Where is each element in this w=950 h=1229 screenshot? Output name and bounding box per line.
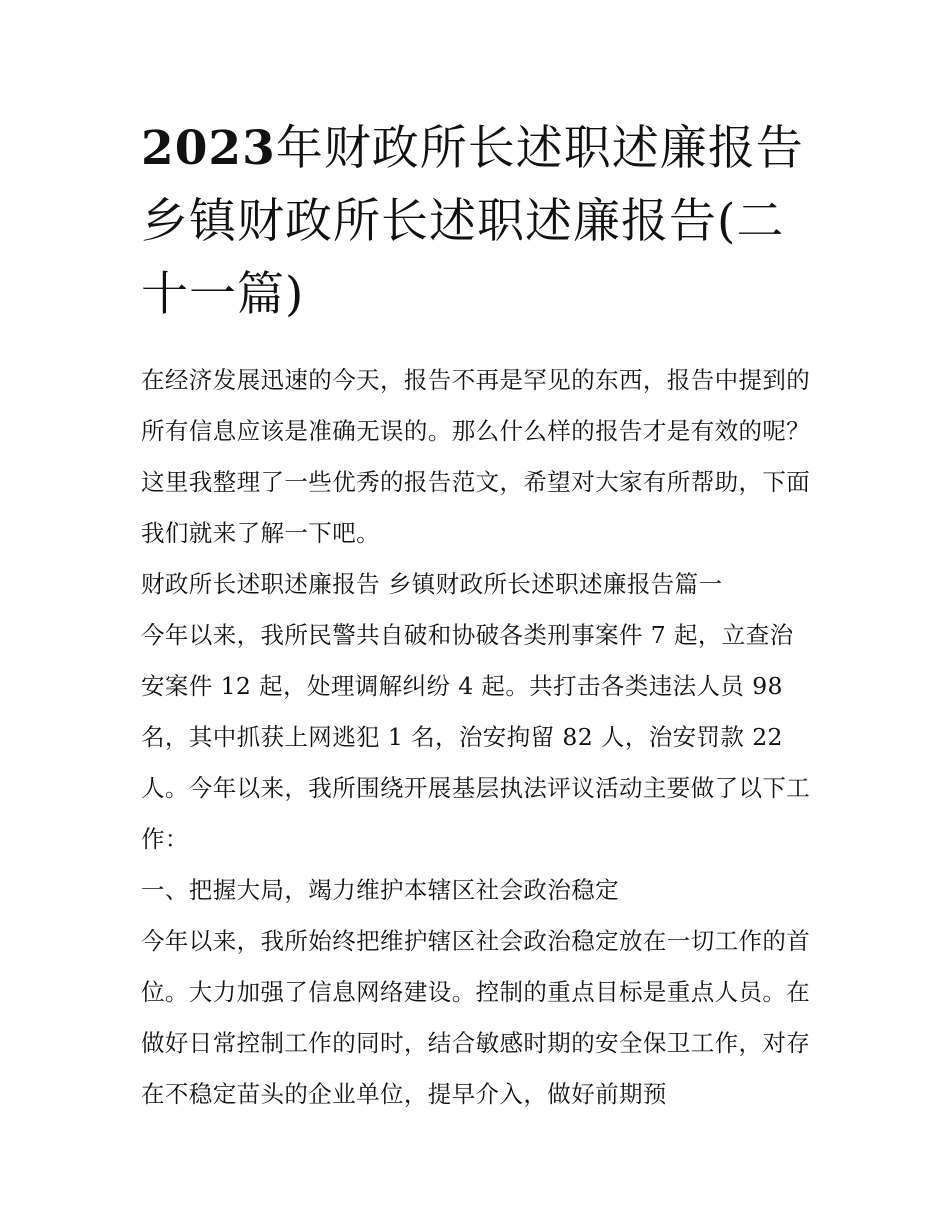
document-page	[141, 112, 813, 1120]
title-text: 年财政所长述职述廉报告乡镇财政所长述职述廉报告(二十一篇)	[141, 121, 804, 322]
summary-paragraph: 今年以来，我所民警共自破和协破各类刑事案件 7 起，立查治安案件 12 起，处理调解纠纷 4 起。共打击各类违法人员 98 名，其中抓获上网逃犯 1 名，治安拘留 82 人，治安罚款 22 人。今年以来，我所围绕开展基层执法评议活动主要做了以下工作：	[141, 621, 811, 853]
title-year: 2023	[141, 121, 276, 176]
intro-paragraph: 在经济发展迅速的今天，报告不再是罕见的东西，报告中提到的所有信息应该是准确无误的。那么什么样的报告才是有效的呢？这里我整理了一些优秀的报告范文，希望对大家有所帮助，下面我们就来了解一下吧。	[141, 366, 811, 547]
subsection-heading: 一、把握大局，竭力维护本辖区社会政治稳定	[141, 876, 619, 904]
document-title	[141, 112, 813, 331]
detail-paragraph: 今年以来，我所始终把维护辖区社会政治稳定放在一切工作的首位。大力加强了信息网络建设。控制的重点目标是重点人员。在做好日常控制工作的同时，结合敏感时期的安全保卫工作，对存在不稳定苗头的企业单位，提早介入，做好前期预	[141, 927, 811, 1108]
document-body	[141, 355, 813, 1120]
section-heading: 财政所长述职述廉报告 乡镇财政所长述职述廉报告篇一	[141, 570, 723, 598]
